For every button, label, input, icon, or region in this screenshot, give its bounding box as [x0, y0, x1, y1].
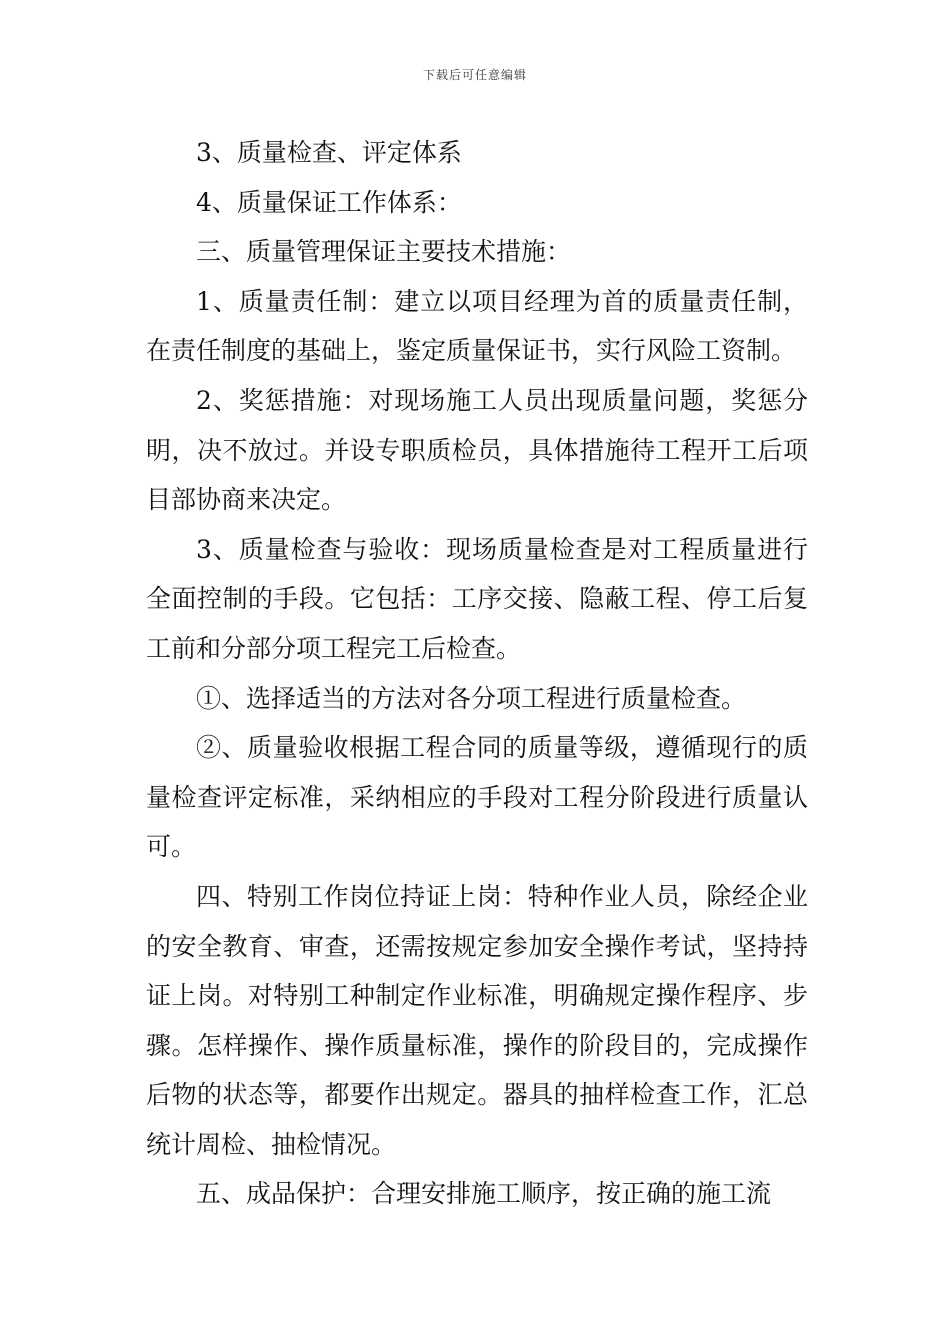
paragraph-quality-assurance-system: 4、质量保证工作体系：	[196, 187, 462, 217]
page-header-note: 下载后可任意编辑	[422, 68, 527, 82]
paragraph-item-one: ①、选择适当的方法对各分项工程进行质量检查。	[196, 683, 747, 713]
paragraph-item-two: ②、质量验收根据工程合同的质量等级，遵循现行的质量检查评定标准，采纳相应的手段对工程分阶段进行质量认可。	[146, 733, 808, 862]
paragraph-quality-inspection-system: 3、质量检查、评定体系	[196, 138, 462, 167]
paragraph-inspection-acceptance: 3、质量检查与验收：现场质量检查是对工程质量进行全面控制的手段。它包括：工序交接、隐蔽工程、停工后复工前和分部分项工程完工后检查。	[146, 534, 808, 663]
paragraph-responsibility-system: 1、质量责任制：建立以项目经理为首的质量责任制，在责任制度的基础上，鉴定质量保证书，实行风险工资制。	[146, 286, 808, 366]
paragraph-section-four: 四、特别工作岗位持证上岗：特种作业人员，除经企业的安全教育、审查，还需按规定参加安全操作考试，坚持持证上岗。对特别工种制定作业标准，明确规定操作程序、步骤。怎样操作、操作质量标准，操作的阶段目的，完成操作后物的状态等，都要作出规定。器具的抽样检查工作，汇总统计周检、抽检情况。	[146, 881, 808, 1159]
paragraph-reward-penalty: 2、奖惩措施：对现场施工人员出现质量问题，奖惩分明，决不放过。并设专职质检员，具体措施待工程开工后项目部协商来决定。	[146, 385, 808, 515]
paragraph-section-five: 五、成品保护：合理安排施工顺序，按正确的施工流	[196, 1179, 772, 1209]
paragraph-section-three-heading: 三、质量管理保证主要技术措施：	[196, 237, 572, 267]
document-body	[146, 128, 808, 1219]
